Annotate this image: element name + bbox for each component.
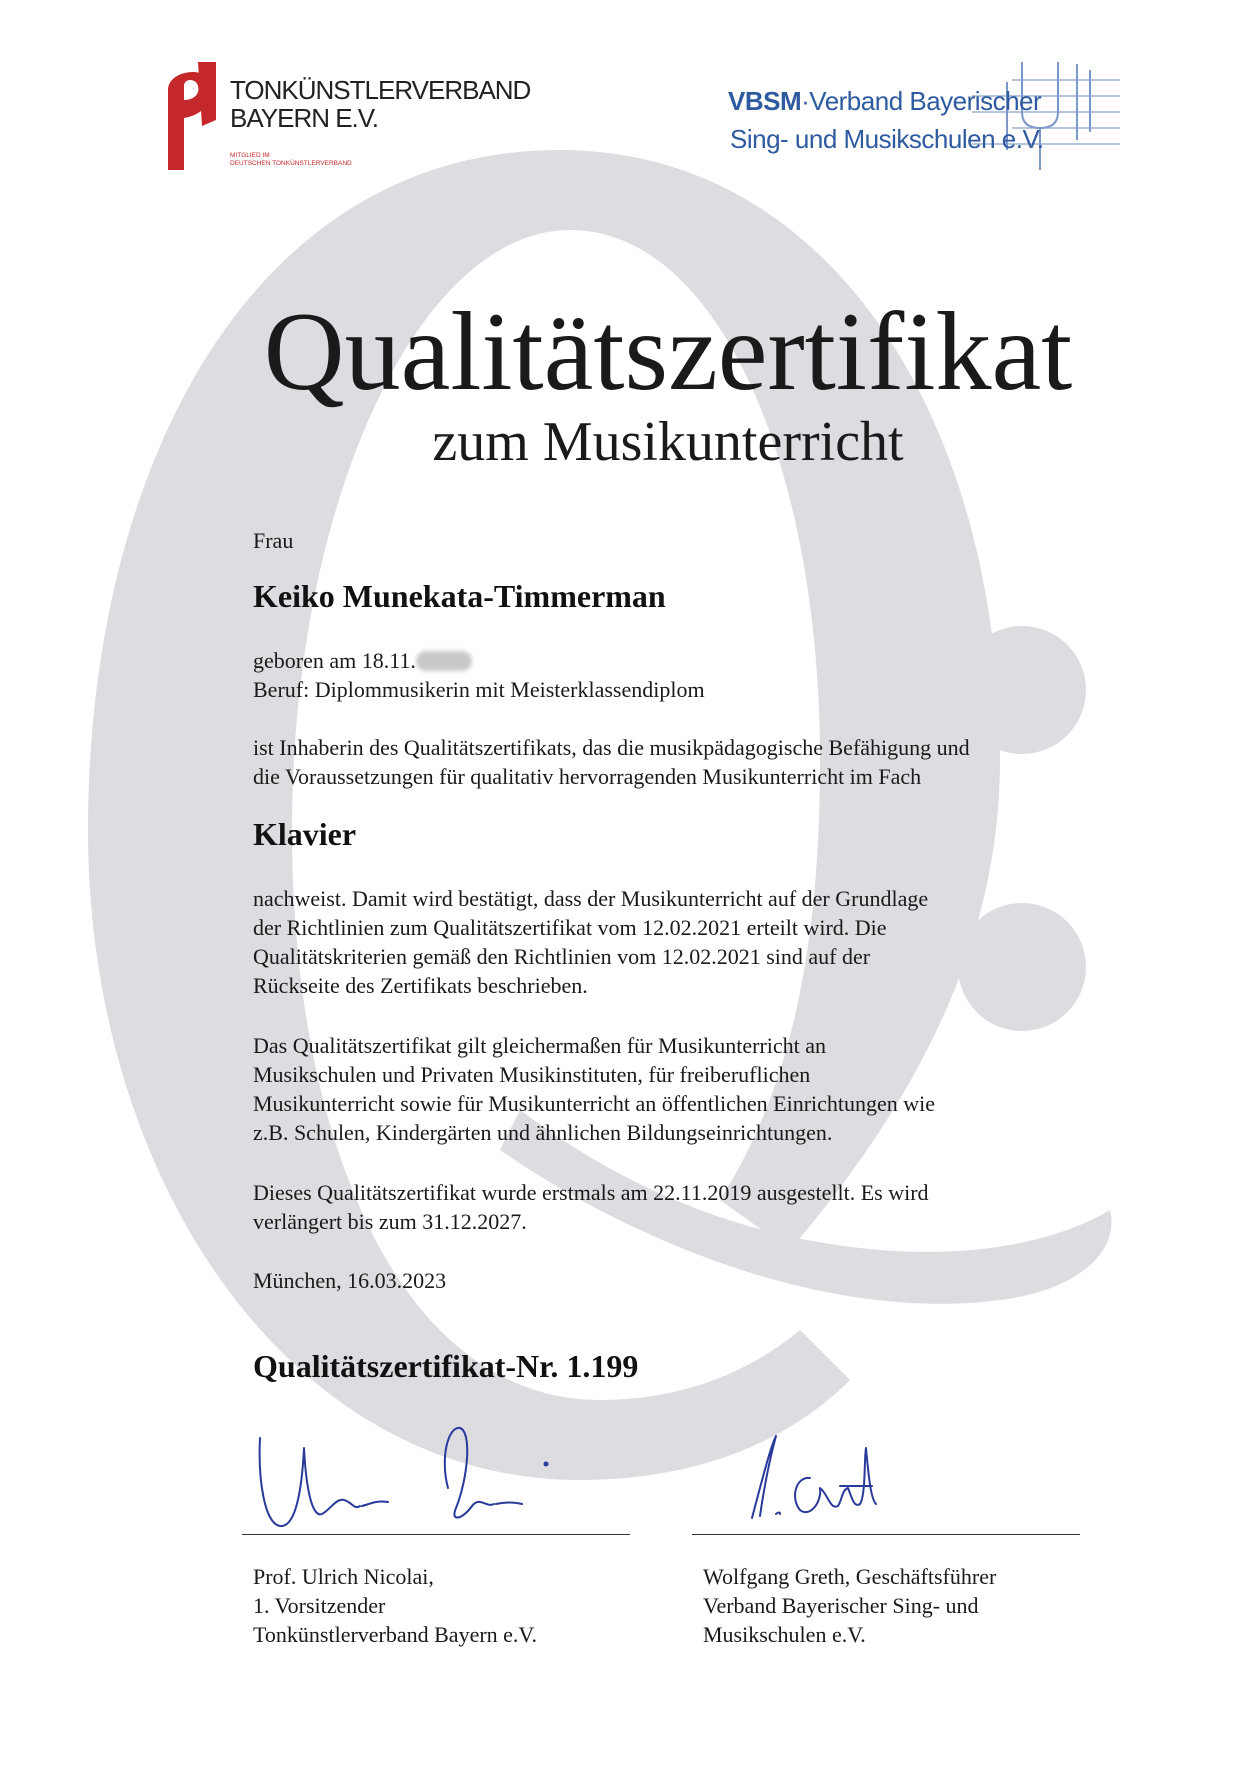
tonkuenstlerverband-logo: [158, 60, 531, 180]
birth-line: [253, 646, 472, 675]
certificate-title: Qualitätszertifikat: [263, 290, 1073, 414]
redacted-birth-year: [416, 651, 472, 671]
vbsm-line-1-text: ·Verband Bayerischer: [801, 86, 1042, 116]
salutation: Frau: [253, 528, 294, 553]
signature-line-left: [242, 1534, 630, 1535]
vbsm-logo: [722, 52, 1122, 172]
signer-right: Wolfgang Greth, Geschäftsführer Verband Bayerischer Sing- und Musikschulen e.V.: [703, 1564, 997, 1647]
confirmation-paragraph: nachweist. Damit wird bestätigt, dass der Musikunterricht auf der Grundlage der Richtlinien zum Qualitätszertifikat vom 12.02.2021 erteilt wird. Die Qualitätskriterien gemäß den Richtlinien vom 12.02.2021 sind auf der Rückseite des Zertifikats beschrieben.: [253, 886, 929, 998]
issued-paragraph: Dieses Qualitätszertifikat wurde erstmals am 22.11.2019 ausgestellt. Es wird verlängert bis zum 31.12.2027.: [253, 1180, 929, 1234]
intro-paragraph: ist Inhaberin des Qualitätszertifikats, das die musikpädagogische Befähigung und die Voraussetzungen für qualitativ hervorragenden Musikunterricht im Fach: [253, 735, 970, 789]
place-date: München, 16.03.2023: [253, 1268, 447, 1293]
tkv-membership: MITGLIED IM DEUTSCHEN TONKÜNSTLERVERBAND: [230, 152, 352, 167]
tkv-name: TONKÜNSTLERVERBAND BAYERN E.V.: [230, 75, 531, 133]
vbsm-abbr: VBSM: [728, 86, 802, 116]
signature-greth: [730, 1418, 890, 1528]
tkv-logo-mark-icon: [158, 60, 216, 170]
validity-paragraph: Das Qualitätszertifikat gilt gleichermaßen für Musikunterricht an Musikschulen und Privaten Musikinstituten, für freiberuflichen Musikunterricht sowie für Musikunterricht an öffentlichen Einrichtungen wie z.B. Schulen, Kindergärten und ähnlichen Bildungseinrichtungen.: [253, 1033, 936, 1145]
certificate-subtitle: zum Musikunterricht: [432, 411, 904, 473]
birth-date: geboren am 18.11.: [253, 648, 416, 673]
holder-name: Keiko Munekata-Timmerman: [253, 578, 666, 614]
signature-nicolai: [250, 1418, 590, 1538]
signer-left: Prof. Ulrich Nicolai, 1. Vorsitzender Tonkünstlerverband Bayern e.V.: [253, 1564, 537, 1647]
signature-line-right: [692, 1534, 1080, 1535]
profession: Beruf: Diplommusikerin mit Meisterklassendiplom: [253, 677, 705, 702]
vbsm-line-1: [728, 86, 1041, 117]
vbsm-line-2: Sing- und Musikschulen e.V.: [730, 124, 1044, 154]
certificate-number: Qualitätszertifikat-Nr. 1.199: [253, 1348, 639, 1384]
subject: Klavier: [253, 816, 357, 852]
